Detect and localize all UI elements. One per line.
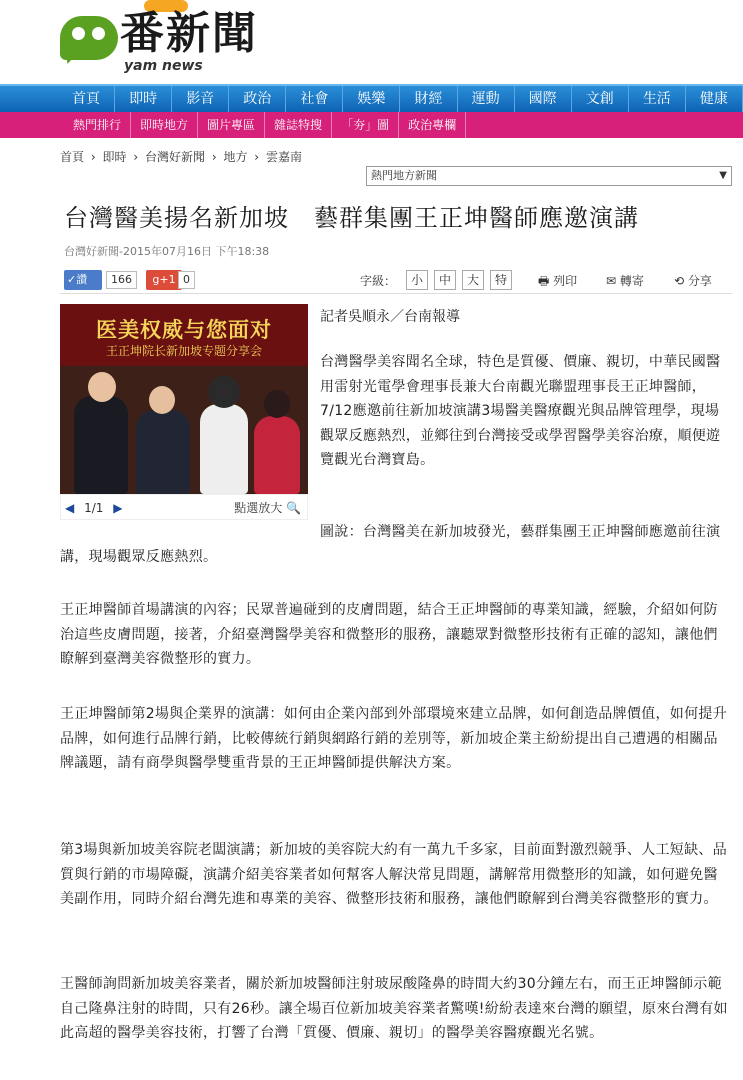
search-icon: 🔍 (286, 501, 301, 515)
photo-pager (65, 501, 122, 515)
font-size-xlarge-button[interactable]: 特 (490, 270, 512, 290)
main-nav (0, 84, 743, 112)
share-icon: ⟲ (674, 274, 685, 288)
photo-banner-subtitle: 王正坤院长新加坡专题分享会 (105, 344, 262, 358)
article-reporter: 記者吳順永／台南報導 (320, 309, 460, 325)
photo-person (74, 396, 128, 494)
article-paragraph: 台灣醫學美容聞名全球，特色是質優、價廉、親切，中華民國醫用雷射光電學會理事長兼大台南觀光聯盟理事長王正坤醫師，7/12應邀前往新加坡演講3場醫美醫療觀光與品牌管理學，現場觀眾反應熱烈，並鄉往到台灣接受或學習醫學美容治療，順便遊覽觀光台灣寶島。 (320, 354, 721, 468)
mail-icon: ✉ (606, 274, 617, 288)
nav-item-home[interactable]: 首頁 (58, 86, 115, 112)
gplus-count: 0 (178, 271, 195, 289)
nav-item-sports[interactable]: 運動 (458, 86, 515, 112)
photo-footer (60, 494, 308, 520)
nav-item-health[interactable]: 健康 (686, 86, 743, 112)
article-paragraph: 王正坤醫師首場講演的內容；民眾普遍碰到的皮膚問題，結合王正坤醫師的專業知識，經驗，介紹如何防治這些皮膚問題，接著，介紹臺灣醫學美容和微整形的服務，讓聽眾對微整形技術有正確的認知，讓他們瞭解到臺灣美容微整形的實力。 (60, 602, 718, 667)
nav-item-life[interactable]: 生活 (629, 86, 686, 112)
subnav-item-politics-column[interactable]: 政治專欄 (399, 112, 466, 138)
photo-caption: 圖說：台灣醫美在新加坡發光，藝群集團王正坤醫師應邀前往演講，現場觀眾反應熱烈。 (60, 524, 721, 565)
news-category-select[interactable] (366, 166, 732, 186)
subnav-item-popular[interactable]: 熱門排行 (64, 112, 131, 138)
breadcrumb-local[interactable]: 地方 (223, 150, 248, 164)
print-button[interactable]: 🖶 列印 (538, 274, 578, 288)
chevron-down-icon: ▼ (719, 170, 727, 181)
breadcrumb-separator: › (90, 150, 96, 164)
font-size-small-button[interactable]: 小 (406, 270, 428, 290)
breadcrumb-separator: › (133, 150, 139, 164)
photo-zoom-button[interactable]: 點選放大 🔍 (234, 501, 301, 515)
thumb-up-icon: ✓ (67, 273, 77, 286)
site-header (0, 0, 743, 84)
photo-page-indicator: 1/1 (84, 501, 104, 515)
next-icon[interactable]: ▶ (113, 501, 123, 515)
article-photo[interactable] (60, 304, 308, 494)
nav-item-politics[interactable]: 政治 (229, 86, 286, 112)
subnav-item-photos[interactable]: 圖片專區 (198, 112, 265, 138)
prev-icon[interactable]: ◀ (65, 501, 75, 515)
photo-banner (60, 304, 308, 366)
article-paragraph: 第3場與新加坡美容院老闆演講；新加坡的美容院大約有一萬九千多家，目前面對激烈競爭、人工短缺、品質與行銷的市場障礙，演講介紹美容業者如何幫客人解決常見問題，講解常用微整形的知識，如何避免醫美副作用，同時介紹台灣先進和專業的美容、微整形技術和服務，讓他們瞭解到台灣美容微整形的實力。 (60, 842, 728, 907)
facebook-like-button[interactable]: ✓讚 (64, 270, 102, 290)
print-icon: 🖶 (538, 274, 550, 288)
gplus-button[interactable]: g+1 (146, 270, 182, 290)
subnav-item-hot-pics[interactable]: 「夯」圖 (332, 112, 399, 138)
breadcrumb (60, 148, 305, 165)
photo-banner-title: 医美权威与您面对 (96, 317, 272, 342)
subnav-item-local[interactable]: 即時地方 (131, 112, 198, 138)
breadcrumb-separator: › (254, 150, 260, 164)
nav-item-culture[interactable]: 文創 (572, 86, 629, 112)
font-size-label: 字級： (360, 274, 397, 288)
photo-person (254, 416, 300, 494)
sub-nav (0, 112, 743, 138)
article-paragraph: 王醫師詢問新加坡美容業者，關於新加坡醫師注射玻尿酸隆鼻的時間大約30分鐘左右，而王正坤醫師示範自己隆鼻注射的時間，只有26秒。讓全場百位新加坡美容業者驚嘆!紛紛表達來台灣的願望，原來台灣有如此高超的醫學美容技術，打響了台灣「質優、價廉、親切」的醫學美容醫療觀光名號。 (60, 976, 728, 1041)
breadcrumb-realtime[interactable]: 即時 (102, 150, 127, 164)
photo-person (136, 410, 190, 494)
nav-item-international[interactable]: 國際 (515, 86, 572, 112)
logo-sub: yam news (124, 58, 203, 74)
nav-item-society[interactable]: 社會 (286, 86, 343, 112)
breadcrumb-region[interactable]: 雲嘉南 (265, 150, 302, 164)
photo-gallery (60, 304, 308, 520)
article-paragraph: 王正坤醫師第2場與企業界的演講：如何由企業內部到外部環境來建立品牌，如何創造品牌價值，如何提升品牌，如何進行品牌行銷，比較傳統行銷與網路行銷的差別等，新加坡企業主紛紛提出自己遭遇的相關品牌議題，請有商學與醫學雙重背景的王正坤醫師提供解決方案。 (60, 706, 728, 771)
photo-person (200, 404, 248, 494)
nav-item-realtime[interactable]: 即時 (115, 86, 172, 112)
logo-name: 番新聞 (120, 8, 258, 59)
nav-item-entertainment[interactable]: 娛樂 (343, 86, 400, 112)
font-size-large-button[interactable]: 大 (462, 270, 484, 290)
share-button[interactable]: ⟲ 分享 (674, 274, 712, 288)
breadcrumb-source[interactable]: 台灣好新聞 (144, 150, 205, 164)
site-logo[interactable] (58, 6, 288, 78)
forward-button[interactable]: ✉ 轉寄 (606, 274, 644, 288)
select-value: 熱門地方新聞 (371, 169, 437, 182)
nav-item-video[interactable]: 影音 (172, 86, 229, 112)
article-toolbar (60, 268, 732, 294)
breadcrumb-home[interactable]: 首頁 (60, 150, 85, 164)
like-count: 166 (106, 271, 137, 289)
breadcrumb-separator: › (211, 150, 217, 164)
nav-item-finance[interactable]: 財經 (400, 86, 457, 112)
font-size-medium-button[interactable]: 中 (434, 270, 456, 290)
article-meta: 台灣好新聞-2015年07月16日 下午18:38 (64, 245, 270, 258)
article-title: 台灣醫美揚名新加坡 藝群集團王正坤醫師應邀演講 (64, 204, 639, 232)
subnav-item-magazine[interactable]: 雜誌特搜 (265, 112, 332, 138)
